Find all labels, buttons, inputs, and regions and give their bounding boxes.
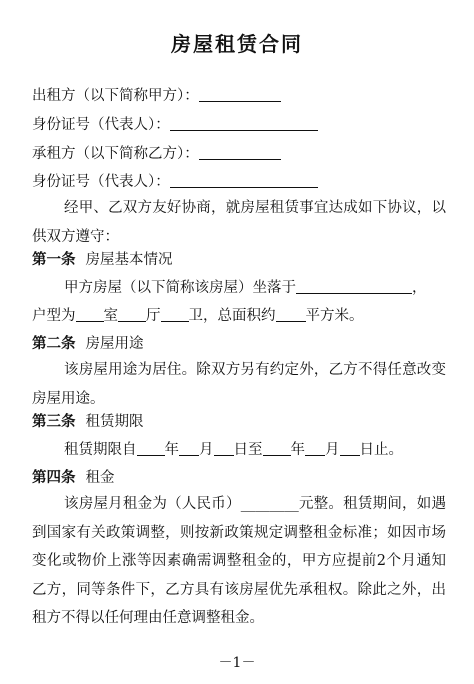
end-year-blank: [263, 441, 291, 456]
lessor-label: 出租方（以下简称甲方）：: [32, 88, 199, 104]
article1-heading-line: [32, 250, 446, 270]
layout-prefix: 户型为: [32, 308, 76, 324]
room-blank: [76, 307, 104, 322]
start-year-label: 年: [164, 442, 179, 458]
hall-label: 厅: [146, 308, 161, 324]
article1-layout-line: [32, 306, 446, 326]
start-day-label: 日至: [233, 442, 263, 458]
article3-title: 租赁期限: [85, 414, 144, 430]
lessor-id-blank: [170, 116, 318, 131]
location-text: 甲方房屋（以下简称该房屋）坐落于: [64, 280, 296, 296]
lessor-id-label: 身份证号（代表人）：: [32, 117, 170, 133]
lessor-line: [32, 86, 446, 106]
article2-title: 房屋用途: [85, 336, 144, 352]
lessor-id-line: [32, 115, 446, 135]
start-day-blank: [214, 441, 234, 456]
article1-heading: 第一条: [32, 252, 76, 268]
end-month-label: 月: [325, 442, 340, 458]
end-day-blank: [340, 441, 360, 456]
start-year-blank: [137, 441, 165, 456]
lessee-line: [32, 144, 446, 164]
end-month-blank: [305, 441, 325, 456]
end-day-label: 日止。: [359, 442, 403, 458]
article4-heading-line: [32, 468, 446, 488]
lessee-id-blank: [170, 173, 318, 188]
end-year-label: 年: [290, 442, 305, 458]
article1-title: 房屋基本情况: [85, 252, 173, 268]
hall-blank: [118, 307, 146, 322]
article2-body: 该房屋用途为居住。除双方另有约定外，乙方不得任意改变房屋用途。: [32, 362, 446, 407]
article2-heading-line: [32, 334, 446, 354]
term-prefix: 租赁期限自: [64, 442, 137, 458]
article4-body: 该房屋月租金为（人民币）________元整。租赁期间，如遇到国家有关政策调整，则按新政策规定调整租金标准；如因市场变化或物价上涨等因素确需调整租金的，甲方应提前2个月通知乙方，同等条件下，乙方具有该房屋优先承租权。除此之外，出租方不得以任何理由任意调整租金。: [32, 496, 446, 626]
bath-blank: [161, 307, 189, 322]
article1-location-line: [64, 278, 446, 298]
article4-heading: 第四条: [32, 470, 76, 486]
page-number: －1－: [218, 655, 256, 671]
article2-heading: 第二条: [32, 336, 76, 352]
start-month-label: 月: [199, 442, 214, 458]
intro-paragraph: 经甲、乙双方友好协商，就房屋租赁事宜达成如下协议，以供双方遵守：: [32, 200, 446, 245]
location-blank: [296, 279, 412, 294]
article3-heading: 第三条: [32, 414, 76, 430]
lessor-blank: [199, 87, 281, 102]
document-title: 房屋租赁合同: [171, 32, 303, 56]
start-month-blank: [179, 441, 199, 456]
lessee-blank: [199, 145, 281, 160]
lessee-label: 承租方（以下简称乙方）：: [32, 146, 199, 162]
lessee-id-label: 身份证号（代表人）：: [32, 174, 170, 190]
lessee-id-line: [32, 172, 446, 192]
article3-heading-line: [32, 412, 446, 432]
area-unit: 平方米。: [305, 308, 364, 324]
room-label: 室: [103, 308, 118, 324]
article4-title: 租金: [85, 470, 115, 486]
area-blank: [276, 307, 306, 322]
article3-term-line: [64, 440, 446, 460]
comma: ，: [412, 280, 427, 296]
bath-label: 卫，总面积约: [188, 308, 276, 324]
